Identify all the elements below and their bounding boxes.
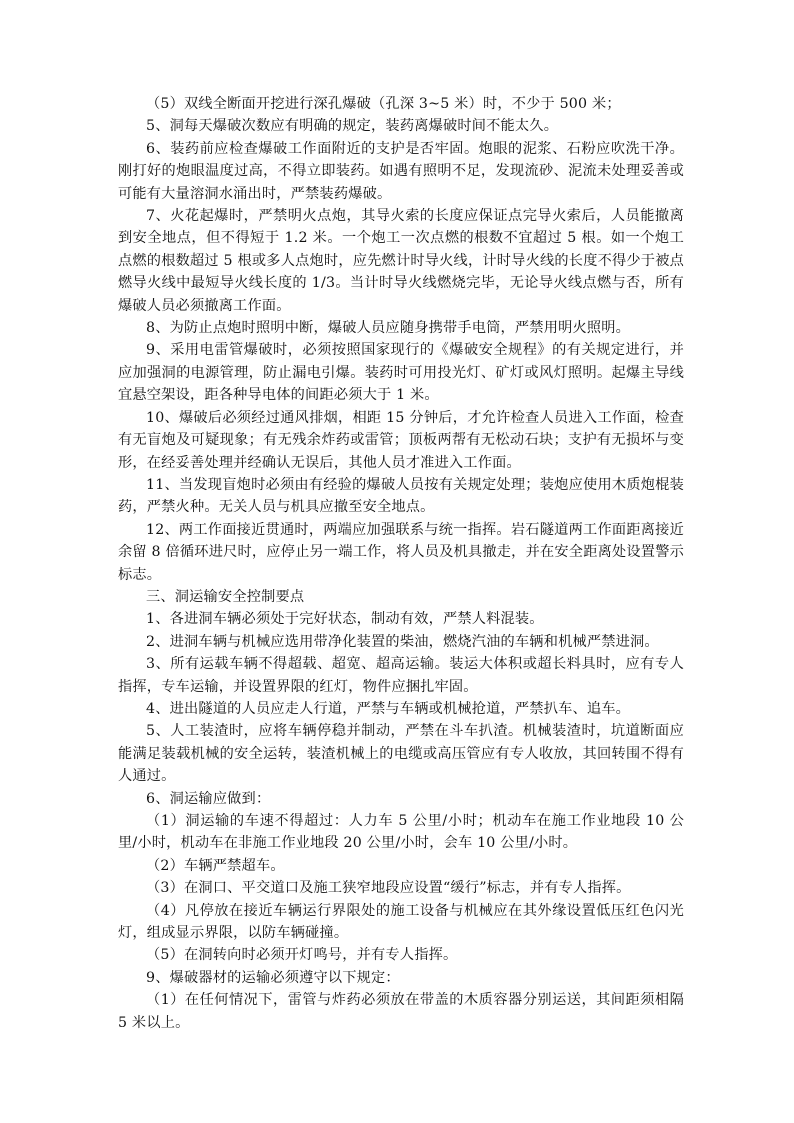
paragraph-11-misfire: 11、当发现盲炮时必须由有经验的爆破人员按有关规定处理；装炮应使用木质炮棍装药，严禁火种。无关人员与机具应撤至安全地点。: [118, 476, 684, 516]
paragraph-6-5-horn: （5）在洞转向时必须开灯鸣号，并有专人指挥。: [146, 947, 458, 964]
paragraph-1-vehicle-condition: 1、各进洞车辆必须处于完好状态，制动有效，严禁人料混装。: [146, 611, 544, 628]
paragraph-6-4-warning-lights: （4）凡停放在接近车辆运行界限处的施工设备与机械应在其外缘设置低压红色闪光灯，组成显示界限，以防车辆碰撞。: [118, 902, 684, 942]
paragraph-2-diesel: 2、进洞车辆与机械应选用带净化装置的柴油，燃烧汽油的车辆和机械严禁进洞。: [146, 633, 659, 650]
paragraph-5-blast-frequency: 5、洞每天爆破次数应有明确的规定，装药离爆破时间不能太久。: [146, 118, 559, 135]
paragraph-12-breakthrough: 12、两工作面接近贯通时，两端应加强联系与统一指挥。岩石隧道两工作面距离接近余留 8 倍循环进尺时，应停止另一端工作，将人员及机具撤走，并在安全距离处设置警示标志。: [118, 521, 684, 583]
paragraph-9-electric-detonator: 9、采用电雷管爆破时，必须按照国家现行的《爆破安全规程》的有关规定进行，并应加强洞的电源管理，防止漏电引爆。装药时可用投光灯、矿灯或风灯照明。起爆主导线宜悬空架设，距各种导电体的间距必须大于 1 米。: [118, 342, 684, 404]
paragraph-4-walkway: 4、进出隧道的人员应走人行道，严禁与车辆或机械抢道，严禁扒车、追车。: [146, 700, 631, 717]
paragraph-double-track-deep-hole: （5）双线全断面开挖进行深孔爆破（孔深 3~5 米）时，不少于 500 米；: [146, 96, 621, 112]
paragraph-6-transport-rules: 6、洞运输应做到：: [146, 790, 271, 807]
paragraph-6-3-slow-sign: （3）在洞口、平交道口及施工狭窄地段应设置“缓行”标志，并有专人指挥。: [146, 880, 631, 897]
paragraph-6-1-speed: （1）洞运输的车速不得超过：人力车 5 公里/小时；机动车在施工作业地段 10 公里/小时，机动车在非施工作业地段 20 公里/小时，会车 10 公里/小时。: [118, 813, 684, 852]
paragraph-5-muck-loading: 5、人工装渣时，应将车辆停稳并制动，严禁在斗车扒渣。机械装渣时，坑道断面应能满足装载机械的安全运转，装渣机械上的电缆或高压管应有专人收放，其回转围不得有人通过。: [118, 723, 684, 785]
paragraph-10-ventilation: 10、爆破后必须经过通风排烟，相距 15 分钟后，才允许检查人员进入工作面，检查有无盲炮及可疑现象；有无残余炸药或雷管；顶板两帮有无松动石块；支护有无损坏与变形，在经妥善处理并经确认无误后，其他人员才准进入工作面。: [118, 409, 684, 471]
paragraph-8-lighting: 8、为防止点炮时照明中断，爆破人员应随身携带手电筒，严禁用明火照明。: [146, 320, 631, 337]
paragraph-9-explosives-transport: 9、爆破器材的运输必须遵守以下规定：: [146, 969, 400, 986]
paragraph-9-1-separate-containers: （1）在任何情况下，雷管与炸药必须放在带盖的木质容器分别运送，其间距须相隔 5 米以上。: [118, 992, 684, 1031]
paragraph-3-overload: 3、所有运载车辆不得超载、超宽、超高运输。装运大体积或超长料具时，应有专人指挥，专车运输，并设置界限的红灯，物件应捆扎牢固。: [118, 656, 684, 695]
document-body: [118, 93, 684, 1034]
paragraph-6-2-no-overtaking: （2）车辆严禁超车。: [146, 857, 285, 874]
paragraph-7-spark-ignition: 7、火花起爆时，严禁明火点炮，其导火索的长度应保证点完导火索后，人员能撤离到安全地点，但不得短于 1.2 米。一个炮工一次点燃的根数不宜超过 5 根。如一个炮工点燃的根数超过 5 根或多人点炮时，应先燃计时导火线，计时导火线的长度不得少于被点燃导火线中最短导火线长度的 1/3。当计时导火线燃烧完毕，无论导火线点燃与否，所有爆破人员必须撤离工作面。: [118, 208, 684, 314]
paragraph-6-charging-check: 6、装药前应检查爆破工作面附近的支护是否牢固。炮眼的泥浆、石粉应吹洗干净。刚打好的炮眼温度过高，不得立即装药。如遇有照明不足，发现流砂、泥流未处理妥善或可能有大量溶洞水涌出时，严禁装药爆破。: [118, 140, 684, 202]
section-heading-transport: 三、洞运输安全控制要点: [146, 588, 305, 605]
